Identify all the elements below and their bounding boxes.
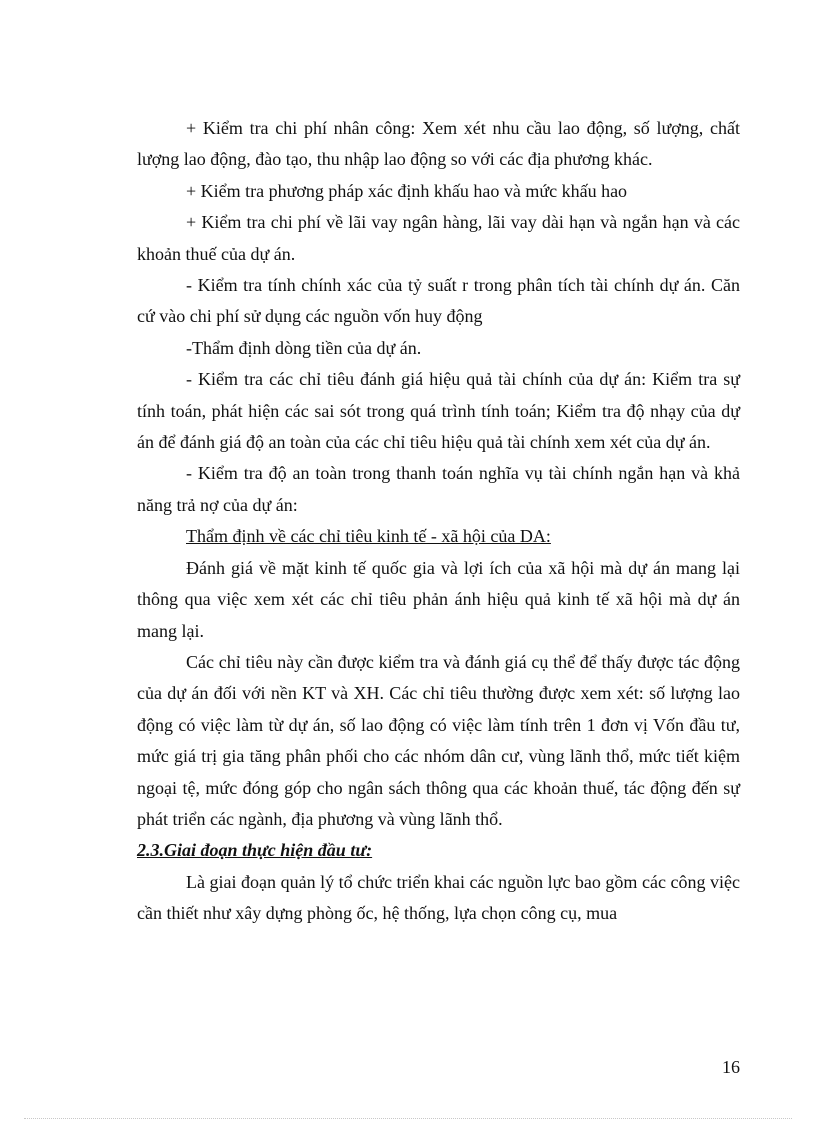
paragraph-depreciation: + Kiểm tra phương pháp xác định khấu hao và mức khấu hao [186,180,628,201]
paragraph-financial-indicators: - Kiểm tra các chỉ tiêu đánh giá hiệu quả tài chính của dự án: Kiểm tra sự tính toán, phát hiện các sai sót trong quá trình tính toán; Kiểm tra độ nhạy của dự án để đánh giá độ an toàn của các chỉ tiêu hiệu quả tài chính xem xét của dự án. [137,369,740,453]
paragraph-interest-tax: + Kiểm tra chi phí về lãi vay ngân hàng, lãi vay dài hạn và ngắn hạn và các khoản thuế của dự án. [137,212,740,264]
subheading-socioeconomic: Thẩm định về các chỉ tiêu kinh tế - xã hội của DA: [186,526,551,547]
paragraph-implementation: Là giai đoạn quản lý tổ chức triển khai các nguồn lực bao gồm các công việc cần thiết như xây dựng phòng ốc, hệ thống, lựa chọn công cụ, mua [137,871,740,924]
paragraph-national-economy: Đánh giá về mặt kinh tế quốc gia và lợi ích của xã hội mà dự án mang lại thông qua việc xem xét các chỉ tiêu phản ánh hiệu quả kinh tế xã hội mà dự án mang lại. [137,557,740,641]
paragraph-cash-flow: -Thẩm định dòng tiền của dự án. [186,337,422,358]
footer-divider [24,1118,792,1119]
document-body [137,113,740,930]
section-heading: 2.3.Giai đoạn thực hiện đầu tư: [137,840,373,861]
paragraph-rate-r: - Kiểm tra tính chính xác của tỷ suất r trong phân tích tài chính dự án. Căn cứ vào chi phí sử dụng các nguồn vốn huy động [137,275,740,327]
paragraph-labor-cost: + Kiểm tra chi phí nhân công: Xem xét nhu cầu lao động, số lượng, chất lượng lao động, đào tạo, thu nhập lao động so với các địa phương khác. [137,118,740,170]
page-number: 16 [722,1057,740,1077]
paragraph-indicators: Các chỉ tiêu này cần được kiểm tra và đánh giá cụ thể để thấy được tác động của dự án đối với nền KT và XH. Các chỉ tiêu thường được xem xét: số lượng lao động có việc làm từ dự án, số lao động có việc làm tính trên 1 đơn vị Vốn đầu tư, mức giá trị gia tăng phân phối cho các nhóm dân cư, vùng lãnh thổ, mức tiết kiệm ngoại tệ, mức đóng góp cho ngân sách thông qua các khoản thuế, tác động đến sự phát triển các ngành, địa phương và vùng lãnh thổ. [137,651,740,829]
paragraph-safety-payment: - Kiểm tra độ an toàn trong thanh toán nghĩa vụ tài chính ngắn hạn và khả năng trả nợ của dự án: [137,463,740,515]
